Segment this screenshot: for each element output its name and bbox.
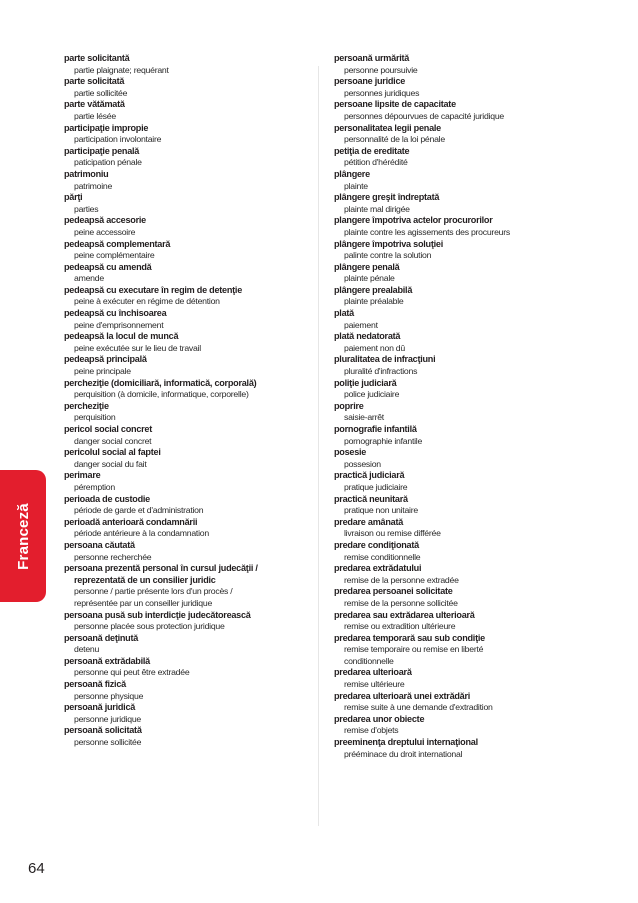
glossary-entry <box>64 239 300 262</box>
column-divider <box>318 66 319 826</box>
glossary-translation: pratique judiciaire <box>344 481 408 492</box>
glossary-translation: remise ou extradition ultérieure <box>344 621 456 632</box>
glossary-entry <box>334 285 566 308</box>
glossary-entry <box>334 123 566 146</box>
glossary-translation: partie lésée <box>74 110 116 121</box>
glossary-translation: participation involontaire <box>74 134 162 145</box>
glossary-term: patrimoniu <box>64 168 109 179</box>
glossary-entry <box>64 354 300 377</box>
glossary-term: plangere împotriva actelor procurorilor <box>334 215 493 226</box>
glossary-translation: pratique non unitaire <box>344 505 418 516</box>
glossary-entry <box>64 633 300 656</box>
glossary-entry <box>64 53 300 76</box>
glossary-entry <box>64 308 300 331</box>
glossary-entry <box>334 563 566 586</box>
glossary-translation: personne / partie présente lors d'un procès / <box>74 586 233 597</box>
glossary-term: predarea temporară sau sub condiţie <box>334 632 485 643</box>
glossary-term: parte vătămată <box>64 99 125 110</box>
glossary-term: posesie <box>334 447 367 458</box>
glossary-entry <box>64 725 300 748</box>
glossary-translation: pornographie infantile <box>344 435 423 446</box>
glossary-term: pericol social concret <box>64 424 152 434</box>
glossary-translation: pétition d'hérédité <box>344 157 408 168</box>
glossary-translation: livraison ou remise différée <box>344 528 441 539</box>
glossary-translation: remise temporaire ou remise en liberté <box>344 644 484 655</box>
glossary-translation: parties <box>74 203 99 214</box>
glossary-term: pedeapsă cu amendă <box>64 261 152 272</box>
glossary-entry <box>64 285 300 308</box>
glossary-term: părţi <box>64 192 83 203</box>
glossary-term: predarea sau extrădarea ulterioară <box>334 609 475 620</box>
glossary-term: practică neunitară <box>334 493 408 504</box>
glossary-entry <box>334 76 566 99</box>
glossary-entry <box>64 494 300 517</box>
glossary-translation: peine d'emprisonnement <box>74 319 164 330</box>
glossary-term: predare condiţionată <box>334 539 419 550</box>
glossary-entry <box>64 540 300 563</box>
glossary-term: pedeapsă principală <box>64 354 147 365</box>
glossary-term: persoană juridică <box>64 702 136 713</box>
glossary-translation: perquisition <box>74 412 116 423</box>
glossary-translation: paiement <box>344 319 378 330</box>
glossary-translation: plainte mal dirigée <box>344 203 410 214</box>
glossary-translation: plainte <box>344 180 368 191</box>
glossary-entry <box>334 494 566 517</box>
glossary-translation: remise de la personne sollicitée <box>344 597 458 608</box>
glossary-translation: personnalité de la loi pénale <box>344 134 445 145</box>
glossary-term: predarea ulterioară <box>334 667 412 678</box>
glossary-term: plângere <box>334 168 370 179</box>
glossary-entry <box>64 401 300 424</box>
glossary-entry <box>334 447 566 470</box>
glossary-translation: remise d'objets <box>344 725 399 736</box>
glossary-term: personalitatea legii penale <box>334 122 441 133</box>
glossary-term: pedeapsă cu închisoarea <box>64 308 167 319</box>
glossary-translation: personnes juridiques <box>344 87 420 98</box>
glossary-term: practică judiciară <box>334 470 405 481</box>
glossary-term: plângere greşit îndreptată <box>334 192 440 203</box>
glossary-entry <box>64 610 300 633</box>
glossary-entry <box>334 262 566 285</box>
glossary-translation: personnes dépourvues de capacité juridique <box>344 110 504 121</box>
glossary-term: reprezentată de un consilier juridic <box>74 574 216 585</box>
glossary-entry <box>334 99 566 122</box>
glossary-entry <box>334 586 566 609</box>
glossary-translation: detenu <box>74 644 100 655</box>
glossary-term: perioada de custodie <box>64 493 150 504</box>
glossary-term: plată nedatorată <box>334 331 401 342</box>
glossary-entry <box>334 470 566 493</box>
glossary-entry <box>64 262 300 285</box>
glossary-entry <box>334 540 566 563</box>
glossary-entry <box>334 331 566 354</box>
glossary-translation: perquisition (à domicile, informatique, corporelle) <box>74 389 249 400</box>
glossary-term: plângere prealabilă <box>334 284 413 295</box>
glossary-term: pedeapsă accesorie <box>64 215 146 226</box>
glossary-entry <box>64 378 300 401</box>
glossary-translation: palinte contre la solution <box>344 250 432 261</box>
glossary-translation: personne qui peut être extradée <box>74 667 190 678</box>
glossary-entry <box>334 169 566 192</box>
glossary-term: pedeapsă cu executare în regim de detenţie <box>64 284 243 295</box>
glossary-entry <box>64 146 300 169</box>
glossary-translation: peine complémentaire <box>74 250 155 261</box>
glossary-translation: danger social du fait <box>74 458 147 469</box>
glossary-translation: peine principale <box>74 366 131 377</box>
glossary-term: petiţia de ereditate <box>334 145 410 156</box>
glossary-translation: saisie-arrêt <box>344 412 384 423</box>
glossary-term: poprire <box>334 400 364 411</box>
glossary-entry <box>334 714 566 737</box>
glossary-entry <box>64 447 300 470</box>
glossary-translation: plainte pénale <box>344 273 395 284</box>
glossary-translation: paiement non dû <box>344 342 405 353</box>
glossary-term: parte solicitată <box>64 76 125 87</box>
glossary-entry <box>64 123 300 146</box>
page-number: 64 <box>28 860 45 877</box>
glossary-translation: personne juridique <box>74 713 141 724</box>
glossary-term: plângere penală <box>334 261 400 272</box>
glossary-entry <box>334 633 566 668</box>
glossary-entry <box>334 192 566 215</box>
glossary-left-column <box>64 53 300 749</box>
glossary-translation: personne poursuivie <box>344 64 418 75</box>
glossary-term: predarea unor obiecte <box>334 713 425 724</box>
glossary-term: pedeapsă complementară <box>64 238 171 249</box>
glossary-term: pluralitatea de infracţiuni <box>334 354 436 365</box>
glossary-entry <box>334 691 566 714</box>
glossary-translation: pluralité d'infractions <box>344 366 418 377</box>
glossary-translation: personne sollicitée <box>74 737 142 748</box>
glossary-entry <box>64 470 300 493</box>
glossary-entry <box>64 331 300 354</box>
glossary-entry <box>334 146 566 169</box>
glossary-translation: partie plaignate; requérant <box>74 64 169 75</box>
glossary-entry <box>64 192 300 215</box>
glossary-term: predare amânată <box>334 516 404 527</box>
glossary-entry <box>334 239 566 262</box>
glossary-entry <box>334 517 566 540</box>
glossary-translation: personne physique <box>74 690 144 701</box>
glossary-term: persoană deţinută <box>64 632 139 643</box>
glossary-entry <box>64 702 300 725</box>
glossary-term: percheziţie <box>64 400 109 411</box>
glossary-term: pornografie infantilă <box>334 424 417 434</box>
glossary-entry <box>64 169 300 192</box>
glossary-term: perimare <box>64 470 101 481</box>
glossary-translation: police judiciaire <box>344 389 400 400</box>
glossary-term: predarea persoanei solicitate <box>334 586 453 597</box>
glossary-entry <box>334 354 566 377</box>
glossary-translation: peine à exécuter en régime de détention <box>74 296 220 307</box>
glossary-entry <box>64 76 300 99</box>
glossary-translation: remise de la personne extradée <box>344 574 459 585</box>
glossary-entry <box>64 563 300 609</box>
glossary-entry <box>334 215 566 238</box>
glossary-term: perioadă anterioară condamnării <box>64 516 198 527</box>
glossary-term: participaţie impropie <box>64 122 149 133</box>
glossary-entry <box>64 679 300 702</box>
glossary-entry <box>334 610 566 633</box>
glossary-term: persoane lipsite de capacitate <box>334 99 456 110</box>
glossary-translation: patrimoine <box>74 180 113 191</box>
glossary-translation: partie sollicitée <box>74 87 128 98</box>
glossary-entry <box>64 215 300 238</box>
glossary-entry <box>64 656 300 679</box>
glossary-entry <box>334 401 566 424</box>
glossary-term: participaţie penală <box>64 145 140 156</box>
glossary-term: persoană fizică <box>64 679 126 690</box>
glossary-entry <box>334 424 566 447</box>
glossary-translation: personne recherchée <box>74 551 152 562</box>
glossary-translation: représentée par un conseiller juridique <box>74 597 213 608</box>
glossary-term: preeminenţa dreptului internaţional <box>334 737 478 748</box>
glossary-translation: péremption <box>74 481 115 492</box>
glossary-translation: peine accessoire <box>74 226 136 237</box>
glossary-entry <box>334 53 566 76</box>
glossary-translation: conditionnelle <box>344 655 394 666</box>
glossary-entry <box>64 99 300 122</box>
glossary-term: persoană urmărită <box>334 53 410 63</box>
glossary-translation: remise suite à une demande d'extradition <box>344 702 493 713</box>
glossary-translation: remise conditionnelle <box>344 551 421 562</box>
glossary-term: plângere împotriva soluţiei <box>334 238 443 249</box>
glossary-entry <box>334 378 566 401</box>
glossary-translation: plainte préalable <box>344 296 404 307</box>
glossary-term: persoane juridice <box>334 76 406 87</box>
glossary-entry <box>334 737 566 760</box>
glossary-term: persoană extrădabilă <box>64 655 150 666</box>
glossary-translation: remise ultérieure <box>344 679 405 690</box>
glossary-right-column <box>334 53 566 760</box>
glossary-entry <box>64 517 300 540</box>
glossary-translation: personne placée sous protection juridique <box>74 621 225 632</box>
glossary-term: poliţie judiciară <box>334 377 397 388</box>
glossary-term: parte solicitantă <box>64 53 130 63</box>
glossary-translation: période de garde et d'administration <box>74 505 204 516</box>
glossary-term: pericolul social al faptei <box>64 447 161 458</box>
glossary-term: predarea ulterioară unei extrădări <box>334 690 471 701</box>
language-side-tab <box>0 470 46 602</box>
glossary-translation: possesion <box>344 458 381 469</box>
glossary-translation: plainte contre les agissements des procureurs <box>344 226 510 237</box>
glossary-term: plată <box>334 308 354 319</box>
glossary-entry <box>334 667 566 690</box>
glossary-term: percheziţie (domiciliară, informatică, corporală) <box>64 377 257 388</box>
glossary-translation: période antérieure à la condamnation <box>74 528 209 539</box>
glossary-entry <box>64 424 300 447</box>
glossary-term: persoana căutată <box>64 539 135 550</box>
glossary-term: predarea extrădatului <box>334 563 422 574</box>
glossary-translation: paticipation pénale <box>74 157 142 168</box>
glossary-term: persoana pusă sub interdicţie judecătorească <box>64 609 251 620</box>
language-side-tab-label: Franceză <box>14 502 32 570</box>
glossary-term: persoană solicitată <box>64 725 142 736</box>
glossary-translation: prééminace du droit international <box>344 748 463 759</box>
glossary-translation: amende <box>74 273 104 284</box>
glossary-term: pedeapsă la locul de muncă <box>64 331 179 342</box>
glossary-entry <box>334 308 566 331</box>
glossary-term: persoana prezentă personal în cursul judecăţii / <box>64 563 258 574</box>
glossary-translation: danger social concret <box>74 435 152 446</box>
glossary-translation: peine exécutée sur le lieu de travail <box>74 342 201 353</box>
